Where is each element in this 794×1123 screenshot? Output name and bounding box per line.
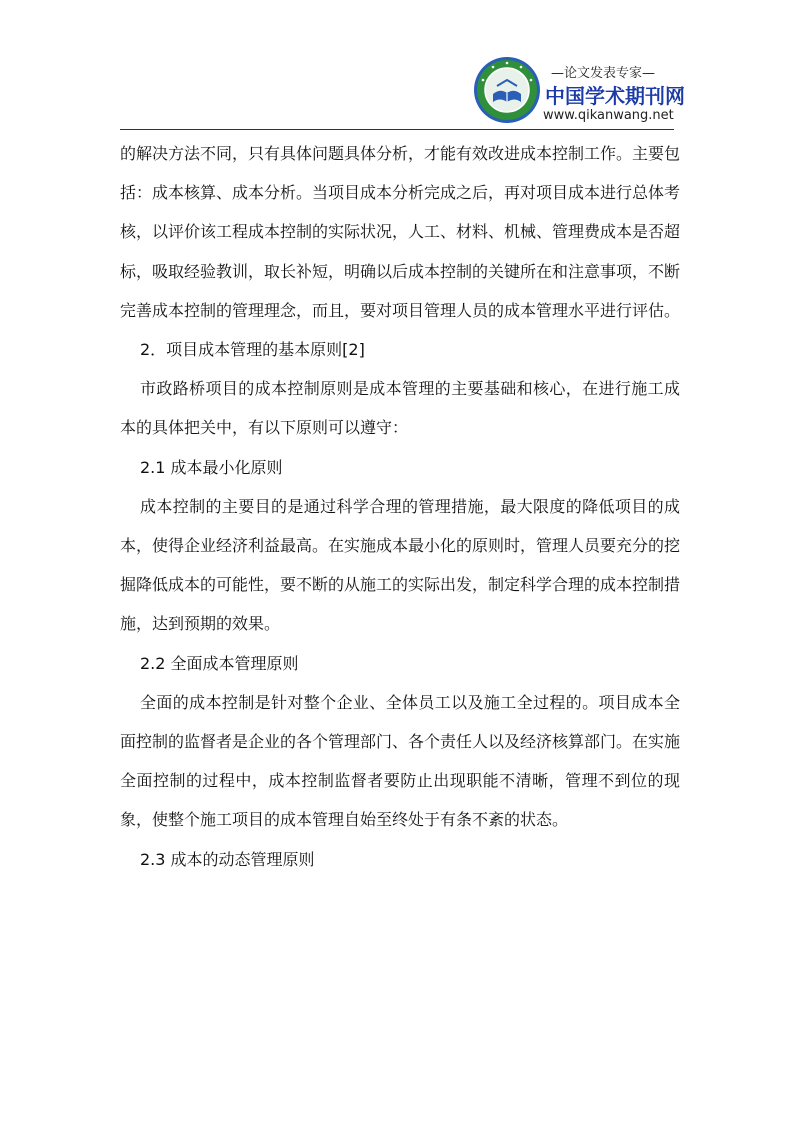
- paragraph-principles-intro: 市政路桥项目的成本控制原则是成本管理的主要基础和核心，在进行施工成本的具体把关中，有以下原则可以遵守：: [120, 379, 680, 438]
- paragraph-continued: 的解决方法不同，只有具体问题具体分析，才能有效改进成本控制工作。主要包括：成本核算、成本分析。当项目成本分析完成之后，再对项目成本进行总体考核，以评价该工程成本控制的实际状况，人工、材料、机械、管理费成本是否超标，吸取经验教训，取长补短，明确以后成本控制的关键所在和注意事项，不断完善成本控制的管理理念，而且，要对项目管理人员的成本管理水平进行评估。: [120, 144, 681, 320]
- brand-url[interactable]: www.qikanwang.net: [543, 108, 674, 123]
- paragraph-cost-minimization: 成本控制的主要目的是通过科学合理的管理措施，最大限度的降低项目的成本，使得企业经济利益最高。在实施成本最小化的原则时，管理人员要充分的挖掘降低成本的可能性，要不断的从施工的实际出发，制定科学合理的成本控制措施，达到预期的效果。: [120, 496, 681, 634]
- subsection-heading-2-2: 2.2 全面成本管理原则: [140, 653, 299, 673]
- header-divider: [120, 129, 674, 130]
- paragraph-comprehensive-management: 全面的成本控制是针对整个企业、全体员工以及施工全过程的。项目成本全面控制的监督者是企业的各个管理部门、各个责任人以及经济核算部门。在实施全面控制的过程中，成本控制监督者要防止出现职能不清晰，管理不到位的现象，使整个施工项目的成本管理自始至终处于有条不紊的状态。: [120, 692, 681, 830]
- brand-name: 中国学术期刊网: [545, 84, 685, 108]
- journal-emblem-icon: [473, 56, 541, 124]
- subsection-heading-2-1: 2.1 成本最小化原则: [140, 457, 283, 477]
- page-header: [0, 0, 794, 130]
- brand-tagline: —论文发表专家—: [550, 66, 655, 81]
- section-heading-2: 2．项目成本管理的基本原则[2]: [140, 340, 365, 360]
- document-body: [120, 134, 680, 879]
- site-logo[interactable]: [473, 56, 685, 128]
- subsection-heading-2-3: 2.3 成本的动态管理原则: [140, 849, 315, 869]
